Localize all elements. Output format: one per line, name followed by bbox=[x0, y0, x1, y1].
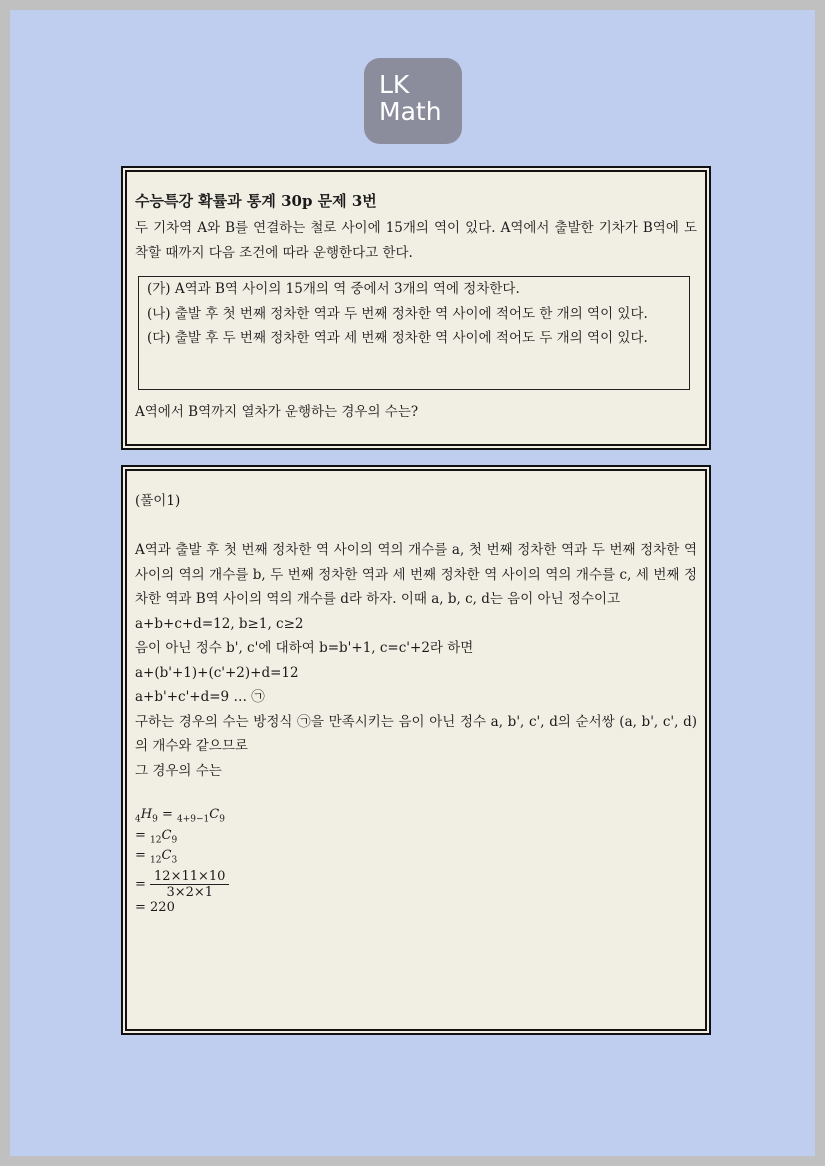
equation-3: a+b'+c'+d=9 … ㉠ bbox=[135, 689, 265, 705]
math-step-4: = $\frac{12\times 11\times 10}{3\times 2\times 1}$ bbox=[135, 869, 229, 900]
equation-2: a+(b'+1)+(c'+2)+d=12 bbox=[135, 664, 299, 681]
solution-body bbox=[135, 489, 697, 783]
solution-box bbox=[121, 465, 711, 1035]
math-derivation bbox=[135, 807, 229, 916]
page bbox=[10, 10, 815, 1156]
solution-heading: (풀이1) bbox=[135, 493, 181, 509]
condition-c: (다) 출발 후 두 번째 정차한 역과 세 번째 정차한 역 사이에 적어도 두 개의 역이 있다. bbox=[147, 330, 648, 346]
problem-question: A역에서 B역까지 열차가 운행하는 경우의 수는? bbox=[135, 404, 419, 420]
counting-line: 구하는 경우의 수는 방정식 ㉠을 만족시키는 음이 아닌 정수 a, b', c', d의 순서쌍 (a, b', c', d)의 개수와 같으므로 bbox=[135, 713, 697, 754]
condition-b: (나) 출발 후 첫 번째 정차한 역과 두 번째 정차한 역 사이에 적어도 한 개의 역이 있다. bbox=[147, 305, 648, 322]
math-result: = 220 bbox=[135, 899, 175, 915]
fraction-denominator: 3×2×1 bbox=[166, 884, 214, 900]
fraction bbox=[150, 869, 229, 900]
solution-paragraph: A역과 출발 후 첫 번째 정차한 역 사이의 역의 개수를 a, 첫 번째 정차한 역과 두 번째 정차한 역 사이의 역의 개수를 b, 두 번째 정차한 역과 세 번째 정차한 역 사이의 역의 개수를 c, 세 번째 정차한 역과 B역 사이의 역의 개수를 d라 하자. 이때 a, b, c, d는 음이 아닌 정수이고 bbox=[135, 542, 697, 607]
conditions-box bbox=[138, 276, 690, 390]
logo-line1: LK bbox=[379, 70, 410, 99]
condition-a: (가) A역과 B역 사이의 15개의 역 중에서 3개의 역에 정차한다. bbox=[147, 281, 520, 297]
equation-1: a+b+c+d=12, b≥1, c≥2 bbox=[135, 615, 304, 632]
math-step-1: $_4H_9 = _{4+9-1}C_9$ bbox=[135, 807, 225, 825]
count-intro: 그 경우의 수는 bbox=[135, 762, 222, 779]
math-step-2: = $_{12}C_9$ bbox=[135, 827, 178, 846]
math-step-3: = $_{12}C_3$ bbox=[135, 848, 178, 866]
logo-line2: Math bbox=[379, 97, 442, 126]
problem-intro: 두 기차역 A와 B를 연결하는 철로 사이에 15개의 역이 있다. A역에서 출발한 기차가 B역에 도착할 때까지 다음 조건에 따라 운행한다고 한다. bbox=[135, 220, 697, 261]
problem-title: 수능특강 확률과 통계 30p 문제 3번 bbox=[135, 192, 377, 210]
substitution-line: 음이 아닌 정수 b', c'에 대하여 b=b'+1, c=c'+2라 하면 bbox=[135, 640, 474, 656]
lk-math-logo bbox=[364, 58, 462, 144]
fraction-numerator: 12×11×10 bbox=[150, 869, 229, 885]
problem-box bbox=[121, 166, 711, 450]
result-value: 220 bbox=[150, 899, 175, 915]
